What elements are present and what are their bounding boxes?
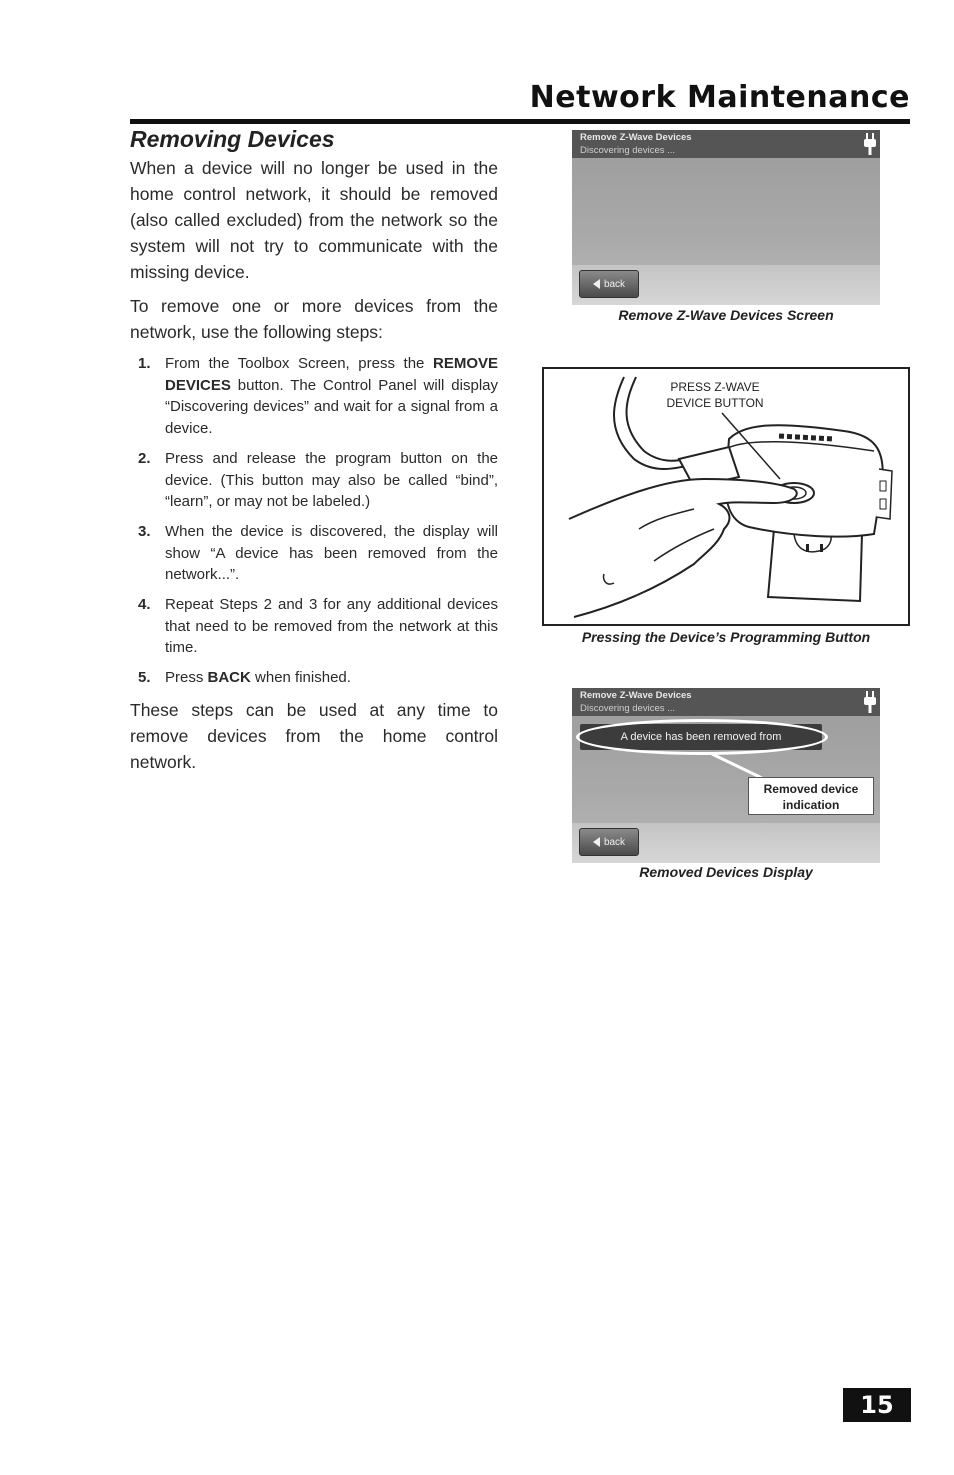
step-item	[130, 353, 498, 440]
step-number: 1.	[138, 355, 151, 372]
step-number: 3.	[138, 522, 151, 540]
screen-footer	[572, 265, 880, 305]
figure-caption: Remove Z-Wave Devices Screen	[618, 307, 834, 323]
plug-icon	[864, 132, 876, 156]
illustration-label	[660, 379, 770, 411]
screen-title: Remove Z-Wave Devices	[580, 132, 692, 143]
step-text: when finished.	[250, 669, 351, 687]
illustration-frame	[542, 367, 910, 626]
step-number: 5.	[138, 669, 151, 687]
figure-remove-screen	[572, 130, 880, 330]
screen-title: Remove Z-Wave Devices	[580, 690, 692, 701]
figure-removed-display	[572, 688, 880, 888]
screen-image	[572, 688, 880, 863]
step-text: When the device is discovered, the display will show “A device has been removed from the network...”.	[165, 522, 498, 584]
steps-list	[130, 353, 498, 689]
step-text: button. The Control Panel will display “Discovering devices” and wait for a signal from a device.	[165, 376, 498, 438]
screen-subtitle: Discovering devices ...	[580, 145, 676, 156]
step-bold-text: BACK	[207, 669, 251, 687]
screen-subtitle: Discovering devices ...	[580, 703, 676, 714]
label-line-2: DEVICE BUTTON	[666, 396, 764, 410]
figure-press-button	[542, 367, 910, 652]
back-button-label: back	[603, 278, 626, 290]
main-text-column	[130, 124, 498, 783]
step-number: 2.	[138, 449, 151, 467]
removed-message-bar: A device has been removed from	[580, 724, 822, 750]
step-number: 4.	[138, 596, 151, 614]
steps-intro-paragraph: To remove one or more devices from the network, use the following steps:	[130, 296, 498, 342]
step-item	[130, 667, 498, 689]
screen-footer	[572, 823, 880, 863]
figure-caption: Removed Devices Display	[639, 864, 813, 880]
step-item	[130, 521, 498, 586]
callout-line-2: indication	[782, 798, 840, 812]
step-text: Press and release the program button on the device. (This button may also be called “bind”, “learn”, or may not be labeled.)	[165, 449, 498, 511]
step-text: Press	[165, 669, 208, 687]
back-arrow-icon	[593, 837, 600, 847]
callout-line-1: Removed device	[763, 782, 859, 796]
label-line-1: PRESS Z-WAVE	[670, 380, 760, 394]
closing-paragraph: These steps can be used at any time to remove devices from the home control network.	[130, 699, 498, 772]
page-number: 15	[843, 1388, 911, 1422]
callout-box	[748, 777, 874, 815]
page-title: Network Maintenance	[529, 80, 910, 115]
step-item	[130, 448, 498, 513]
step-text: From the Toolbox Screen, press the	[165, 355, 433, 372]
intro-paragraph: When a device will no longer be used in the home control network, it should be removed (also called excluded) from the network so the system will not try to communicate with the missing device.	[130, 158, 498, 282]
back-button-label: back	[603, 836, 626, 848]
back-button[interactable]	[579, 270, 639, 298]
step-item	[130, 594, 498, 659]
back-button[interactable]	[579, 828, 639, 856]
step-bold-text: REMOVE DEVICES	[165, 355, 498, 394]
back-arrow-icon	[593, 279, 600, 289]
figure-caption: Pressing the Device’s Programming Button	[581, 629, 871, 645]
screen-header	[572, 130, 880, 158]
section-heading: Removing Devices	[130, 126, 335, 152]
step-text: Repeat Steps 2 and 3 for any additional devices that need to be removed from the network at this time.	[165, 596, 498, 657]
screen-image	[572, 130, 880, 305]
